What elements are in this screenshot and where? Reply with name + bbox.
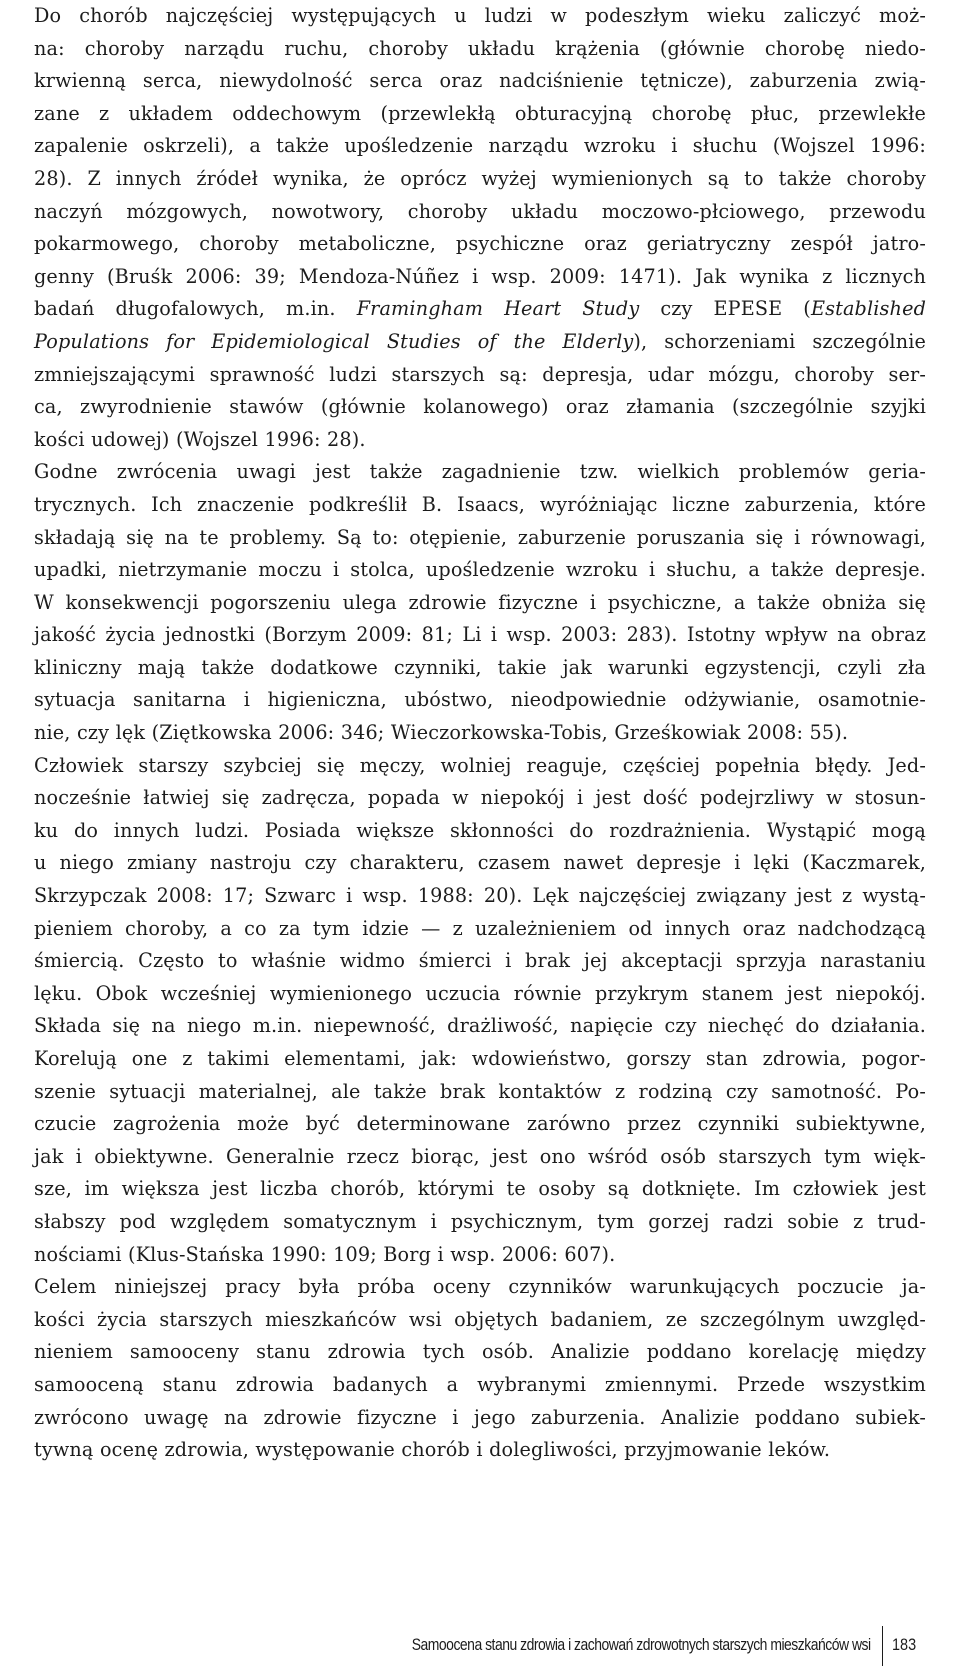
text-line: składają się na te problemy. Są to: otępienie, zaburzenie poruszania się i równowagi, [34,525,926,549]
text-line: tywną ocenę zdrowia, występowanie chorób i dolegliwości, przyjmowanie leków. [34,1438,831,1462]
text-line: Skrzypczak 2008: 17; Szwarc i wsp. 1988: 20). Lęk najczęściej związany jest z wystą- [34,884,926,908]
paragraph [34,456,926,749]
text-line: zmniejszającymi sprawność ludzi starszych są: depresja, udar mózgu, choroby ser- [34,362,926,386]
text-line: zane z układem oddechowym (przewlekłą obturacyjną chorobę płuc, przewlekłe [34,101,926,125]
text-line: sze, im większa jest liczba chorób, którymi te osoby są dotknięte. Im człowiek jest [34,1177,926,1201]
text-line: jak i obiektywne. Generalnie rzecz biorąc, jest ono wśród osób starszych tym więk- [34,1144,926,1168]
text-line: W konsekwencji pogorszeniu ulega zdrowie fizyczne i psychiczne, a także obniża się [34,590,926,614]
running-title: Samoocena stanu zdrowia i zachowań zdrowotnych starszych mieszkańców wsi [412,1635,871,1654]
text-line: słabszy pod względem somatycznym i psychicznym, tym gorzej radzi sobie z trud- [34,1209,926,1233]
text-line: jakość życia jednostki (Borzym 2009: 81; Li i wsp. 2003: 283). Istotny wpływ na obraz [34,623,926,647]
text-line: zapalenie oskrzeli), a także upośledzenie narządu wzroku i słuchu (Wojszel 1996: [34,134,926,158]
page-footer [0,1626,926,1666]
text-line: pokarmowego, choroby metaboliczne, psychiczne oraz geriatryczny zespół jatro- [34,232,926,256]
text-line: kości życia starszych mieszkańców wsi objętych badaniem, ze szczególnym uwzględ- [34,1307,926,1331]
text-line: zwrócono uwagę na zdrowie fizyczne i jego zaburzenia. Analizie poddano subiek- [34,1405,926,1429]
text-run: czy EPESE ( [639,297,811,321]
text-line [34,326,926,359]
text-line: na: choroby narządu ruchu, choroby układu krążenia (głównie chorobę niedo- [34,36,926,60]
text-line: naczyń mózgowych, nowotwory, choroby układu moczowo-płciowego, przewodu [34,199,926,223]
paragraph [34,750,926,1272]
text-line: upadki, nietrzymanie moczu i stolca, upośledzenie wzroku i słuchu, a także depresje. [34,558,926,582]
italic-title: Established [810,297,927,321]
paragraph [34,0,926,456]
paragraph [34,1271,926,1467]
italic-title: Framingham Heart Study [356,297,640,321]
text-line: nościami (Klus-Stańska 1990: 109; Borg i wsp. 2006: 607). [34,1242,616,1266]
page-number: 183 [892,1635,917,1654]
text-line: 28). Z innych źródeł wynika, że oprócz wyżej wymienionych są to także choroby [34,166,926,190]
text-line: śmiercią. Często to właśnie widmo śmierci i brak jej akceptacji sprzyja narastaniu [34,949,926,973]
italic-title: Populations for Epidemiological Studies of the Elderly [34,329,634,353]
text-line: sytuacja sanitarna i higieniczna, ubóstwo, nieodpowiednie odżywianie, osamotnie- [34,688,926,712]
text-line: trycznych. Ich znaczenie podkreślił B. Isaacs, wyróżniając liczne zaburzenia, które [34,492,926,516]
text-line: Godne zwrócenia uwagi jest także zagadnienie tzw. wielkich problemów geria- [34,460,926,484]
text-line: Celem niniejszej pracy była próba oceny czynników warunkujących poczucie ja- [34,1275,926,1299]
text-line: genny (Bruśk 2006: 39; Mendoza-Núñez i wsp. 2009: 1471). Jak wynika z licznych [34,264,926,288]
text-line: Do chorób najczęściej występujących u ludzi w podeszłym wieku zaliczyć moż- [34,4,926,27]
text-column [34,0,926,1467]
text-line: samooceną stanu zdrowia badanych a wybranymi zmiennymi. Przede wszystkim [34,1372,926,1396]
footer-divider [882,1626,883,1666]
text-line: krwienną serca, niewydolność serca oraz nadciśnienie tętnicze), zaburzenia zwią- [34,69,926,93]
text-line: ku do innych ludzi. Posiada większe skłonności do rozdrażnienia. Wystąpić mogą [34,818,926,842]
text-line: kości udowej) (Wojszel 1996: 28). [34,427,366,451]
text-line: czucie zagrożenia może być determinowane zarówno przez czynniki subiektywne, [34,1112,926,1136]
text-line: ca, zwyrodnienie stawów (głównie kolanowego) oraz złamania (szczególnie szyjki [34,395,926,419]
text-line: nie, czy lęk (Ziętkowska 2006: 346; Wieczorkowska-Tobis, Grześkowiak 2008: 55). [34,721,849,745]
text-line: kliniczny mają także dodatkowe czynniki, takie jak warunki egzystencji, czyli zła [34,655,926,679]
text-line: Składa się na niego m.in. niepewność, drażliwość, napięcie czy niechęć do działania. [34,1014,926,1038]
text-run: ), schorzeniami szczególnie [633,329,926,353]
text-line: szenie sytuacji materialnej, ale także brak kontaktów z rodziną czy samotność. Po- [34,1079,926,1103]
text-line: Człowiek starszy szybciej się męczy, wolniej reaguje, częściej popełnia błędy. Jed- [34,753,926,777]
text-line: nocześnie łatwiej się zadręcza, popada w niepokój i jest dość podejrzliwy w stosun- [34,786,926,810]
text-line: Korelują one z takimi elementami, jak: wdowieństwo, gorszy stan zdrowia, pogor- [34,1047,926,1070]
text-line: nieniem samooceny stanu zdrowia tych osób. Analizie poddano korelację między [34,1340,926,1364]
text-line: pieniem choroby, a co za tym idzie — z uzależnieniem od innych oraz nadchodzącą [34,916,926,940]
text-line: lęku. Obok wcześniej wymienionego uczucia równie przykrym stanem jest niepokój. [34,981,926,1005]
text-run: badań długofalowych, m.in. [34,297,357,321]
text-line: u niego zmiany nastroju czy charakteru, czasem nawet depresje i lęki (Kaczmarek, [34,851,926,875]
text-line [34,293,926,326]
